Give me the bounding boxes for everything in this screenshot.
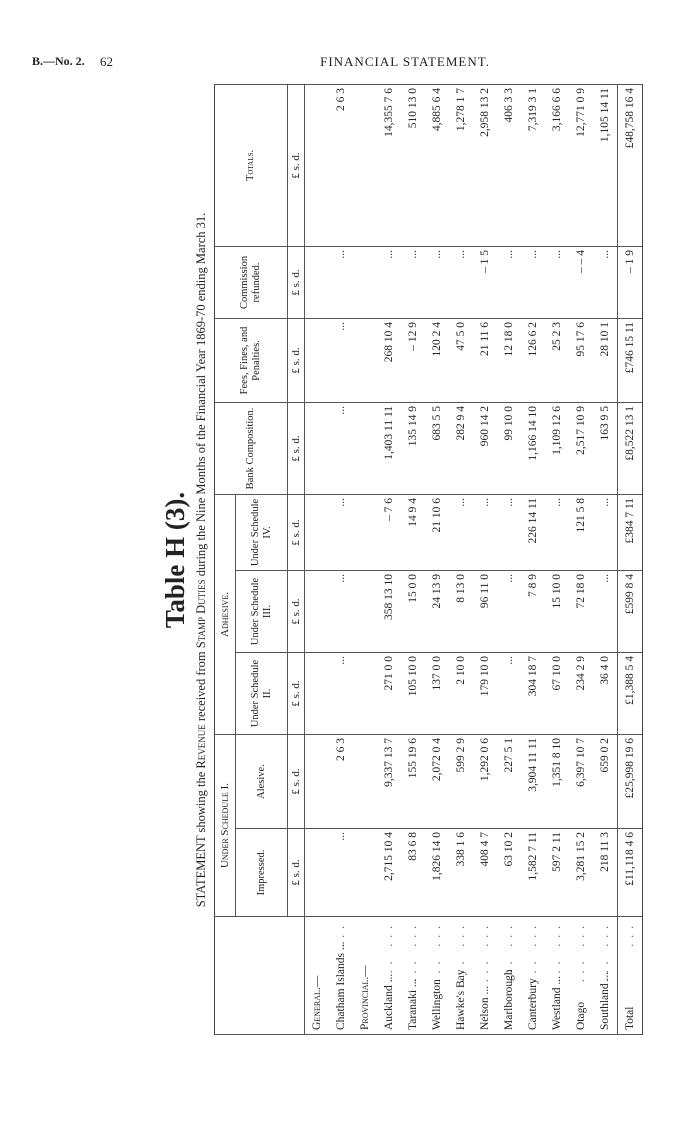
leader-dots: ...	[624, 920, 636, 947]
group-row-provincial	[353, 84, 377, 1034]
document-code: B.—No. 2.	[32, 54, 85, 68]
cell-fees: 28 10 1	[593, 318, 618, 402]
table-row	[473, 84, 497, 1034]
table-row	[401, 84, 425, 1034]
cell-comm: ...	[329, 246, 353, 318]
cell-alesive: 9,337 13 7	[377, 735, 401, 829]
cell-impressed: 83 6 8	[401, 829, 425, 917]
district-name	[545, 917, 569, 1035]
cell-sch3: 24 13 9	[425, 571, 449, 653]
cell-sch2: ...	[497, 653, 521, 735]
district-label: Southland ...	[599, 971, 611, 1030]
district-name	[497, 917, 521, 1035]
leader-dots: ... ...	[551, 920, 563, 983]
table-row	[377, 84, 401, 1034]
cell-sch2: 36 4 0	[593, 653, 618, 735]
table-row	[545, 84, 569, 1034]
district-label: Hawke's Bay	[455, 969, 467, 1030]
cell-impressed: 63 10 2	[497, 829, 521, 917]
leader-dots: ... ...	[599, 920, 611, 983]
cell-bank: 163 9 5	[593, 402, 618, 494]
unit-label: £ s. d.	[288, 571, 305, 653]
cell-comm: ...	[545, 246, 569, 318]
page-number: 62	[100, 54, 113, 69]
unit-label: £ s. d.	[288, 829, 305, 917]
cell-total: 2 6 3	[329, 84, 353, 246]
cell-comm: ...	[521, 246, 545, 318]
cell-impressed: 2,715 10 4	[377, 829, 401, 917]
cell-alesive: 155 19 6	[401, 735, 425, 829]
schedule-ii-header: Under Schedule II.	[236, 653, 288, 735]
cell-impressed: 3,281 15 2	[569, 829, 593, 917]
unit-label: £ s. d.	[288, 84, 305, 246]
cell-sch3: ...	[593, 571, 618, 653]
cell-sch3: £599 8 4	[618, 571, 643, 653]
district-name	[377, 917, 401, 1035]
cell-fees: 126 6 2	[521, 318, 545, 402]
cell-sch4: ...	[329, 494, 353, 570]
cell-impressed: 338 1 6	[449, 829, 473, 917]
leader-dots: ... ...	[383, 920, 395, 983]
cell-bank: ...	[329, 402, 353, 494]
cell-sch3: 72 18 0	[569, 571, 593, 653]
subtitle-stamp-duties: Stamp Duties	[194, 579, 208, 649]
district-label: Wellington	[431, 979, 443, 1030]
totals-header: Totals.	[215, 84, 288, 246]
leader-dots: ... ...	[575, 920, 587, 983]
cell-bank: 2,517 10 9	[569, 402, 593, 494]
cell-impressed: £11,118 4 6	[618, 829, 643, 917]
district-name	[425, 917, 449, 1035]
district-name	[401, 917, 425, 1035]
cell-alesive: 2 6 3	[329, 735, 353, 829]
cell-impressed: 408 4 7	[473, 829, 497, 917]
district-name	[618, 917, 643, 1035]
cell-sch2: 271 0 0	[377, 653, 401, 735]
cell-sch2: 304 18 7	[521, 653, 545, 735]
cell-fees: 268 10 4	[377, 318, 401, 402]
cell-fees: £746 15 11	[618, 318, 643, 402]
cell-sch4: ...	[497, 494, 521, 570]
cell-bank: 683 5 5	[425, 402, 449, 494]
cell-comm: ...	[377, 246, 401, 318]
district-name	[569, 917, 593, 1035]
table-row	[425, 84, 449, 1034]
cell-total: 2,958 13 2	[473, 84, 497, 246]
cell-total: 12,771 0 9	[569, 84, 593, 246]
subtitle-post: during the Nine Months of the Financial Year 1869-70 ending March 31.	[194, 212, 208, 580]
cell-alesive: 3,904 11 11	[521, 735, 545, 829]
table-subtitle	[194, 85, 209, 1035]
cell-fees: 95 17 6	[569, 318, 593, 402]
cell-sch2: 105 10 0	[401, 653, 425, 735]
cell-alesive: 227 5 1	[497, 735, 521, 829]
district-label: Canterbury	[527, 978, 539, 1030]
district-label: Chatham Islands ...	[335, 941, 347, 1030]
cell-total: 3,166 6 6	[545, 84, 569, 246]
table-row	[449, 84, 473, 1034]
district-label: Auckland ...	[383, 973, 395, 1030]
leader-dots: ... ...	[455, 920, 467, 983]
cell-total: 406 3 3	[497, 84, 521, 246]
subtitle-revenue: Revenue	[194, 724, 208, 769]
cell-impressed: 597 2 11	[545, 829, 569, 917]
cell-alesive: 2,072 0 4	[425, 735, 449, 829]
fees-header: Fees, Fines, and Penalties.	[215, 318, 288, 402]
unit-label: £ s. d.	[288, 246, 305, 318]
cell-sch4: 121 5 8	[569, 494, 593, 570]
district-name	[593, 917, 618, 1035]
cell-alesive: 6,397 10 7	[569, 735, 593, 829]
district-name	[521, 917, 545, 1035]
cell-sch3: 15 0 0	[401, 571, 425, 653]
cell-alesive: 659 0 2	[593, 735, 618, 829]
adhesive-header: Adhesive.	[215, 494, 236, 734]
table-row	[593, 84, 618, 1034]
unit-label: £ s. d.	[288, 494, 305, 570]
cell-fees: ...	[329, 318, 353, 402]
cell-bank: 99 10 0	[497, 402, 521, 494]
leader-dots: ... ...	[503, 920, 515, 983]
cell-sch3: 358 13 10	[377, 571, 401, 653]
cell-total: 14,355 7 6	[377, 84, 401, 246]
cell-fees: 120 2 4	[425, 318, 449, 402]
cell-total: 7,319 3 1	[521, 84, 545, 246]
cell-impressed: 1,582 7 11	[521, 829, 545, 917]
cell-comm: ...	[449, 246, 473, 318]
cell-fees: – 12 9	[401, 318, 425, 402]
cell-comm: – – 4	[569, 246, 593, 318]
cell-sch3: 15 10 0	[545, 571, 569, 653]
alesive-header: Alesive.	[236, 735, 288, 829]
table-title: Table H (3).	[160, 491, 190, 629]
commission-header: Commission refunded.	[215, 246, 288, 318]
table-body	[305, 84, 643, 1034]
cell-bank: 1,166 14 10	[521, 402, 545, 494]
cell-bank: £8,522 13 1	[618, 402, 643, 494]
cell-sch4: 226 14 11	[521, 494, 545, 570]
cell-total: £48,758 16 4	[618, 84, 643, 246]
cell-sch4: 21 10 6	[425, 494, 449, 570]
district-name	[329, 917, 353, 1035]
schedule-iv-header: Under Schedule IV.	[236, 494, 288, 570]
bank-composition-header: Bank Composition.	[215, 402, 288, 494]
cell-comm: ...	[497, 246, 521, 318]
leader-dots: ... ...	[431, 920, 443, 983]
cell-total: 1,278 1 7	[449, 84, 473, 246]
cell-sch3: ...	[329, 571, 353, 653]
district-name	[473, 917, 497, 1035]
cell-bank: 1,109 12 6	[545, 402, 569, 494]
unit-label: £ s. d.	[288, 402, 305, 494]
cell-sch2: 137 0 0	[425, 653, 449, 735]
district-label: Nelson ...	[479, 985, 491, 1030]
cell-impressed: 218 11 3	[593, 829, 618, 917]
district-label: Total	[624, 1006, 636, 1030]
subtitle-mid: received from	[194, 648, 208, 725]
cell-impressed: ...	[329, 829, 353, 917]
district-label: Marlborough	[503, 969, 515, 1030]
cell-alesive: 599 2 9	[449, 735, 473, 829]
running-title: FINANCIAL STATEMENT.	[320, 54, 490, 69]
leader-dots: ...	[335, 920, 347, 947]
cell-sch4: £384 7 11	[618, 494, 643, 570]
group-label-provincial: Provincial.—	[353, 917, 377, 1035]
under-schedule-i-header: Under Schedule I.	[215, 735, 236, 917]
cell-total: 4,885 6 4	[425, 84, 449, 246]
cell-sch4: 14 9 4	[401, 494, 425, 570]
unit-label: £ s. d.	[288, 735, 305, 829]
cell-sch2: 234 2 9	[569, 653, 593, 735]
cell-total: 1,105 14 11	[593, 84, 618, 246]
cell-sch3: ...	[497, 571, 521, 653]
subtitle-pre: STATEMENT showing the	[194, 768, 208, 908]
table-row	[569, 84, 593, 1034]
group-label-general: General.—	[305, 917, 330, 1035]
district-name	[449, 917, 473, 1035]
cell-sch4: ...	[449, 494, 473, 570]
unit-label: £ s. d.	[288, 318, 305, 402]
cell-sch4: ...	[473, 494, 497, 570]
cell-sch4: ...	[545, 494, 569, 570]
cell-bank: 960 14 2	[473, 402, 497, 494]
schedule-iii-header: Under Schedule III.	[236, 571, 288, 653]
cell-fees: 21 11 6	[473, 318, 497, 402]
cell-bank: 135 14 9	[401, 402, 425, 494]
district-header	[215, 917, 305, 1035]
cell-alesive: 1,351 8 10	[545, 735, 569, 829]
table-row	[497, 84, 521, 1034]
cell-bank: 282 9 4	[449, 402, 473, 494]
cell-fees: 12 18 0	[497, 318, 521, 402]
leader-dots: ... ...	[479, 920, 491, 983]
cell-comm: ...	[425, 246, 449, 318]
cell-sch2: £1,388 5 4	[618, 653, 643, 735]
rotated-table-page	[158, 85, 636, 1035]
cell-fees: 47 5 0	[449, 318, 473, 402]
cell-sch2: 179 10 0	[473, 653, 497, 735]
cell-sch2: 2 10 0	[449, 653, 473, 735]
unit-label: £ s. d.	[288, 653, 305, 735]
cell-comm: – 1 5	[473, 246, 497, 318]
cell-bank: 1,403 11 11	[377, 402, 401, 494]
table-row	[521, 84, 545, 1034]
cell-sch4: – 7 6	[377, 494, 401, 570]
cell-total: 510 13 0	[401, 84, 425, 246]
cell-sch3: 96 11 0	[473, 571, 497, 653]
leader-dots: ... ...	[407, 920, 419, 983]
leader-dots: ... ...	[527, 920, 539, 983]
cell-sch3: 7 8 9	[521, 571, 545, 653]
cell-comm: – 1 9	[618, 246, 643, 318]
cell-sch2: ...	[329, 653, 353, 735]
impressed-header: Impressed.	[236, 829, 288, 917]
district-label: Otago	[575, 1001, 587, 1030]
cell-sch2: 67 10 0	[545, 653, 569, 735]
stamp-duties-table	[214, 84, 643, 1035]
table-row	[329, 84, 353, 1034]
cell-comm: ...	[401, 246, 425, 318]
cell-sch3: 8 13 0	[449, 571, 473, 653]
cell-alesive: £25,998 19 6	[618, 735, 643, 829]
cell-sch4: ...	[593, 494, 618, 570]
cell-comm: ...	[593, 246, 618, 318]
district-label: Taranaki ...	[407, 978, 419, 1030]
cell-impressed: 1,826 14 0	[425, 829, 449, 917]
total-row	[618, 84, 643, 1034]
district-label: Westland ...	[551, 975, 563, 1030]
cell-alesive: 1,292 0 6	[473, 735, 497, 829]
cell-fees: 25 2 3	[545, 318, 569, 402]
